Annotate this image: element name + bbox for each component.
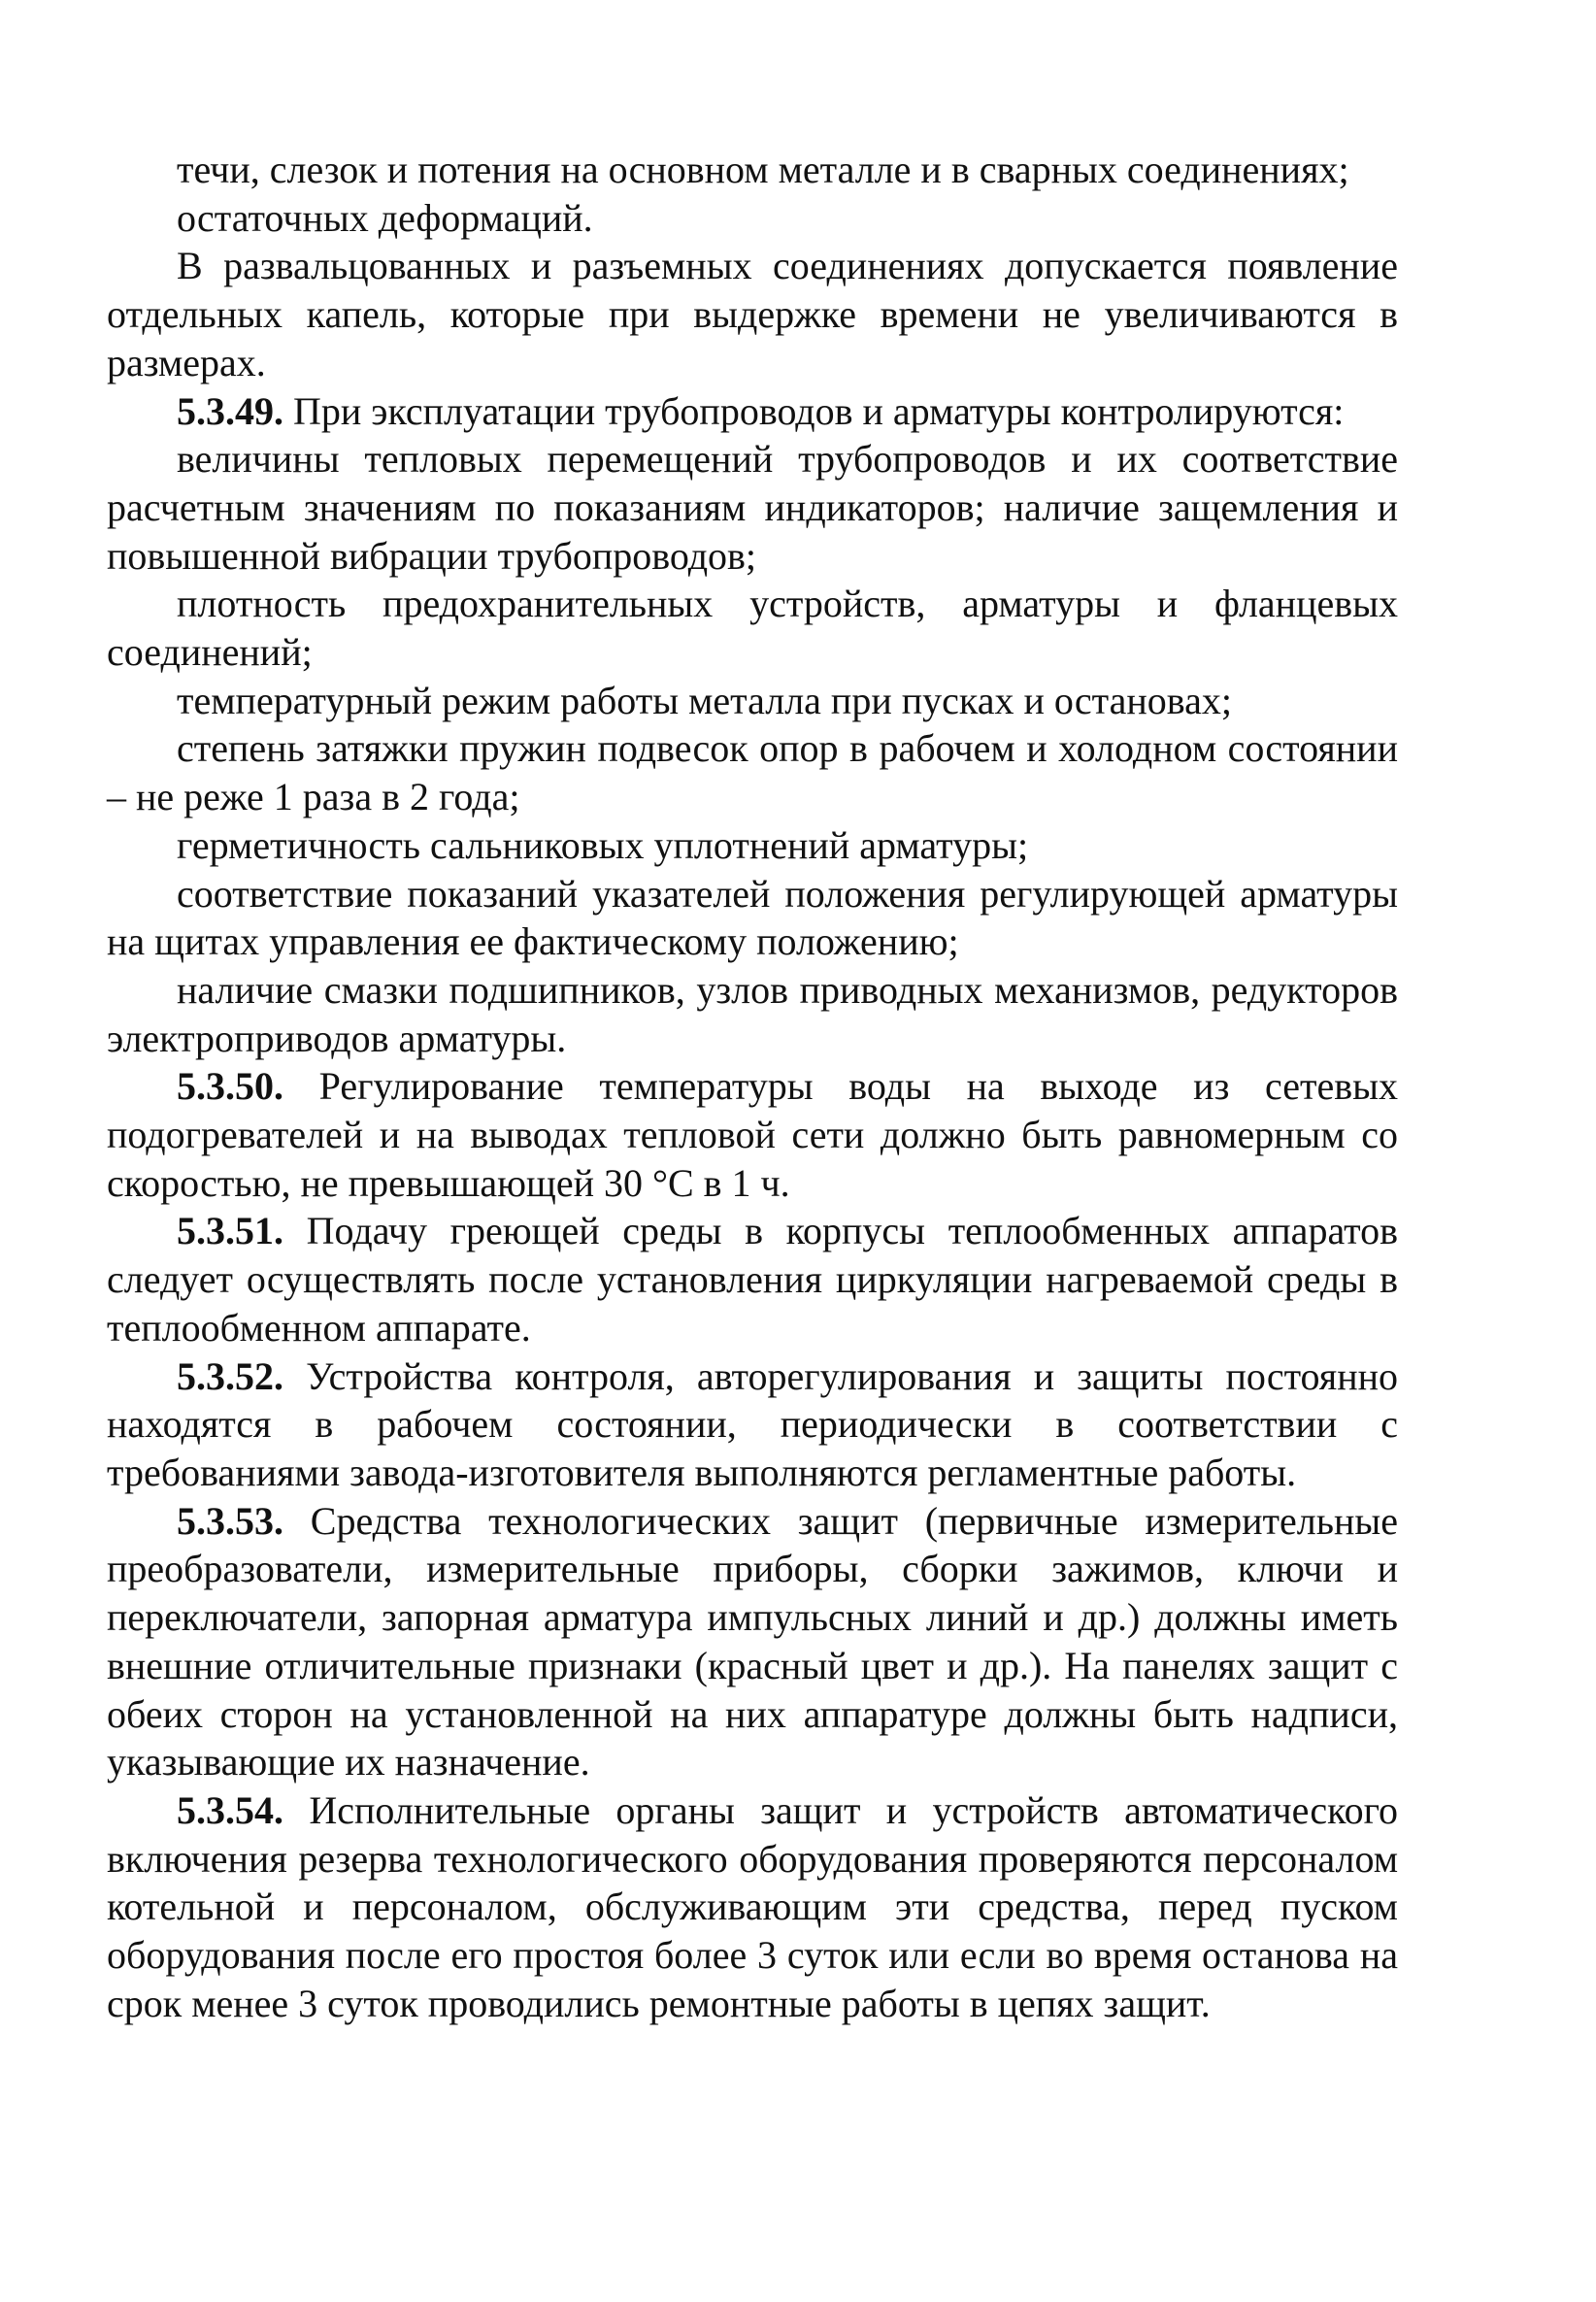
paragraph-text: наличие смазки подшипников, узлов приводных механизмов, редукторов электроприводов арматуры.	[107, 967, 1398, 1060]
paragraph-text: При эксплуатации трубопроводов и арматуры контролируются:	[283, 388, 1345, 433]
clause-number: 5.3.53.	[177, 1498, 283, 1543]
list-item-spring-tension	[107, 724, 1398, 820]
list-item-gland-seals	[107, 821, 1398, 870]
clause-number: 5.3.54.	[177, 1787, 283, 1832]
clause-number: 5.3.52.	[177, 1353, 283, 1398]
clause-5-3-51	[107, 1207, 1398, 1351]
paragraph-3	[107, 242, 1398, 386]
clause-number: 5.3.49.	[177, 388, 283, 433]
paragraph-text: Устройства контроля, авторегулирования и защиты постоянно находятся в рабочем состоянии, периодически в соответствии с требованиями завода-изготовителя выполняются регламентные работы.	[107, 1353, 1398, 1494]
paragraph-text: В развальцованных и разъемных соединениях допускается появление отдельных капель, которые при выдержке времени не увеличиваются в размерах.	[107, 244, 1398, 384]
list-item-thermal-movements	[107, 435, 1398, 580]
paragraph-text: остаточных деформаций.	[177, 195, 593, 240]
paragraph-text: Регулирование температуры воды на выходе из сетевых подогревателей и на выводах тепловой сети должно быть равномерным со скоростью, не превышающей 30 °С в 1 ч.	[107, 1064, 1398, 1205]
list-item-lubrication	[107, 966, 1398, 1062]
paragraph-text: величины тепловых перемещений трубопроводов и их соответствие расчетным значениям по показаниям индикаторов; наличие защемления и повышенной вибрации трубопроводов;	[107, 437, 1398, 578]
clause-5-3-54	[107, 1786, 1398, 2028]
clause-5-3-49	[107, 387, 1398, 436]
paragraph-2	[107, 194, 1398, 243]
paragraph-text: степень затяжки пружин подвесок опор в рабочем и холодном состоянии – не реже 1 раза в 2 года;	[107, 726, 1398, 819]
paragraph-1	[107, 146, 1398, 194]
paragraph-text: плотность предохранительных устройств, арматуры и фланцевых соединений;	[107, 582, 1398, 675]
paragraph-text: Подачу греющей среды в корпусы теплообменных аппаратов следует осуществлять после установления циркуляции нагреваемой среды в теплообменном аппарате.	[107, 1209, 1398, 1350]
clause-5-3-53	[107, 1497, 1398, 1786]
clause-number: 5.3.51.	[177, 1209, 283, 1253]
paragraph-text: Исполнительные органы защит и устройств автоматического включения резерва технологического оборудования проверяются персоналом котельной и персоналом, обслуживающим эти средства, перед пуском оборудования после его простоя более 3 суток или если во время останова на срок менее 3 суток проводились ремонтные работы в цепях защит.	[107, 1787, 1398, 2025]
paragraph-text: герметичность сальниковых уплотнений арматуры;	[177, 822, 1029, 867]
paragraph-text: температурный режим работы металла при пусках и остановах;	[177, 678, 1232, 722]
paragraph-text: течи, слезок и потения на основном металле и в сварных соединениях;	[177, 148, 1349, 191]
clause-number: 5.3.50.	[177, 1064, 283, 1109]
list-item-position-indicators	[107, 870, 1398, 966]
clause-5-3-52	[107, 1352, 1398, 1497]
document-page	[107, 146, 1398, 2027]
clause-5-3-50	[107, 1062, 1398, 1207]
paragraph-text: Средства технологических защит (первичные измерительные преобразователи, измерительные приборы, сборки зажимов, ключи и переключатели, запорная арматура импульсных линий и др.) должны иметь внешние отличительные признаки (красный цвет и др.). На панелях защит с обеих сторон на установленной на них аппаратуре должны быть надписи, указывающие их назначение.	[107, 1498, 1398, 1785]
list-item-temperature-mode	[107, 677, 1398, 725]
list-item-tightness	[107, 580, 1398, 676]
paragraph-text: соответствие показаний указателей положения регулирующей арматуры на щитах управления ее фактическому положению;	[107, 871, 1398, 964]
